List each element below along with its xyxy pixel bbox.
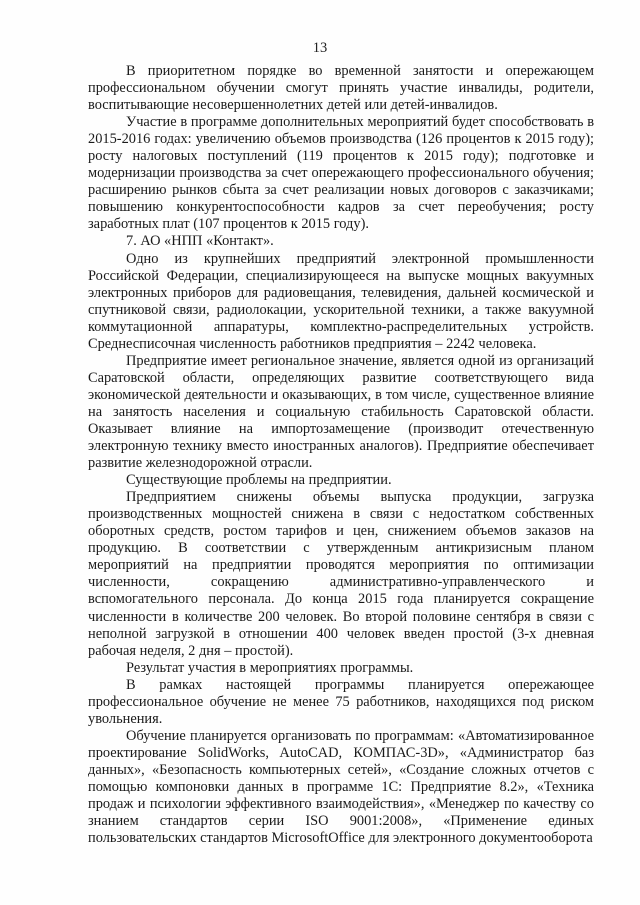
- paragraph-results-heading: Результат участия в мероприятиях программы.: [126, 659, 414, 676]
- paragraph-program-effects: Участие в программе дополнительных мероприятий будет способствовать в 2015-2016 годах: увеличению объемов производства (126 процентов к 2015 году); росту налоговых поступлений (119 процентов к 2015 году); подготовке и модернизации производства за счет опережающего профессионального обучения; расширению рынков сбыта за счет реализации новых договоров с заказчиками; повышению конкурентоспособности кадров за счет переобучения; росту заработных плат (107 процентов к 2015 году).: [88, 114, 594, 233]
- page-number: 13: [312, 40, 328, 56]
- paragraph-company-heading: 7. АО «НПП «Контакт».: [126, 233, 274, 250]
- paragraph-company-description: Одно из крупнейших предприятий электронной промышленности Российской Федерации, специализирующееся на выпуске мощных вакуумных электронных приборов для радиовещания, телевидения, дальней космической и спутниковой связи, радиолокации, ускорительной техники, а также вакуумной коммутационной аппаратуры, комплектно-распределительных устройств. Среднесписочная численность работников предприятия – 2242 человека.: [88, 250, 594, 352]
- document-body: [88, 63, 594, 847]
- paragraph-priority-participants: В приоритетном порядке во временной занятости и опережающем профессиональном обучении смогут принять участие инвалиды, родители, воспитывающие несовершеннолетних детей или детей-инвалидов.: [88, 63, 594, 114]
- paragraph-problems: Предприятием снижены объемы выпуска продукции, загрузка производственных мощностей снижена в связи с недостатком собственных оборотных средств, ростом тарифов и цен, снижением объемов заказов на продукцию. В соответствии с утвержденным антикризисным планом мероприятий на предприятии проводятся мероприятия по оптимизации численности, сокращению административно-управленческого и вспомогательного персонала. До конца 2015 года планируется сокращение численности в количестве 200 человек. Во второй половине сентября в связи с неполной загрузкой в отношении 400 человек введен простой (3-х дневная рабочая неделя, 2 дня – простой).: [88, 489, 594, 659]
- paragraph-regional-significance: Предприятие имеет региональное значение, является одной из организаций Саратовской области, определяющих развитие соответствующего вида экономической деятельности и оказывающих, в том числе, существенное влияние на занятость населения и социальную стабильность Саратовской области. Оказывает влияние на импортозамещение (производит отечественную электронную технику вместо иностранных аналогов). Предприятие обеспечивает развитие железнодорожной отрасли.: [88, 352, 594, 472]
- paragraph-training-plan: В рамках настоящей программы планируется опережающее профессиональное обучение не менее 75 работников, находящихся под риском увольнения.: [88, 676, 594, 727]
- paragraph-training-programs: Обучение планируется организовать по программам: «Автоматизированное проектирование SolidWorks, AutoCAD, КОМПАС-3D», «Администратор баз данных», «Безопасность компьютерных сетей», «Создание сложных отчетов с помощью компоновки данных в программе 1С: Предприятие 8.2», «Техника продаж и психологии эффективного взаимодействия», «Менеджер по качеству со знанием стандартов серии ISO 9001:2008», «Применение единых пользовательских стандартов MicrosoftOffice для электронного документооборота: [88, 727, 594, 847]
- paragraph-problems-heading: Существующие проблемы на предприятии.: [126, 472, 392, 489]
